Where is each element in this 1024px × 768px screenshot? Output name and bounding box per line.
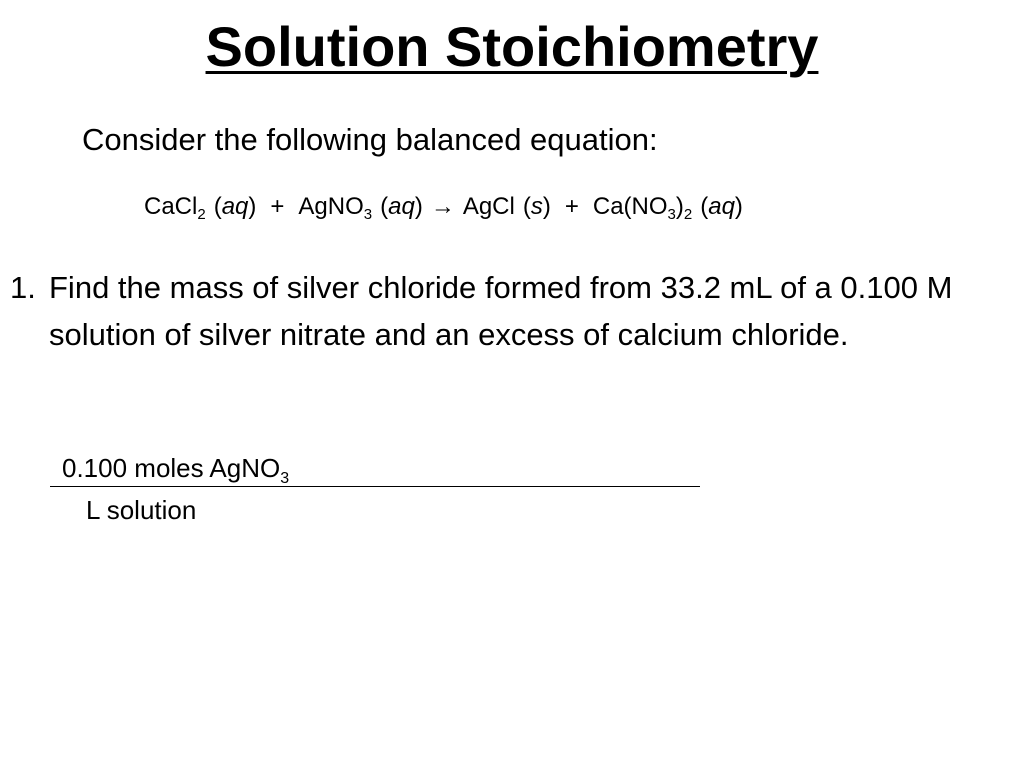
fraction-numerator: 0.100 moles AgNO$_3$: [62, 453, 290, 487]
state-s: s: [530, 193, 543, 220]
state-aq: aq: [708, 193, 735, 220]
reactant-cacl2: CaCl$_2$: [144, 193, 206, 223]
fraction-bar: [50, 486, 700, 487]
question-text: Find the mass of silver chloride formed from 33.2 mL of a 0.100 M solution of silver nitrate and an excess of calcium chloride.: [49, 270, 953, 352]
product-ca-no3-2: $Ca(NO_3)_2$: [592, 193, 693, 223]
balanced-equation: CaCl$_2$ (aq) + AgNO$_3$ (aq) → AgCl $(s) + Ca(NO_3)_2$ (aq): [144, 193, 743, 223]
slide-title: Solution Stoichiometry: [205, 15, 819, 78]
state-aq: aq: [221, 193, 249, 220]
question-number: 1.: [10, 270, 36, 305]
reaction-arrow: →: [430, 193, 455, 220]
state-aq: aq: [388, 193, 415, 220]
fraction-denominator: L solution: [86, 495, 197, 525]
question-1: [10, 264, 1000, 358]
product-agcl: AgCl: [462, 193, 515, 220]
plus-sign: +: [564, 193, 579, 220]
plus-sign: +: [270, 193, 285, 220]
reactant-agno3: AgNO$_3$: [298, 193, 373, 223]
intro-text: Consider the following balanced equation:: [82, 122, 658, 157]
